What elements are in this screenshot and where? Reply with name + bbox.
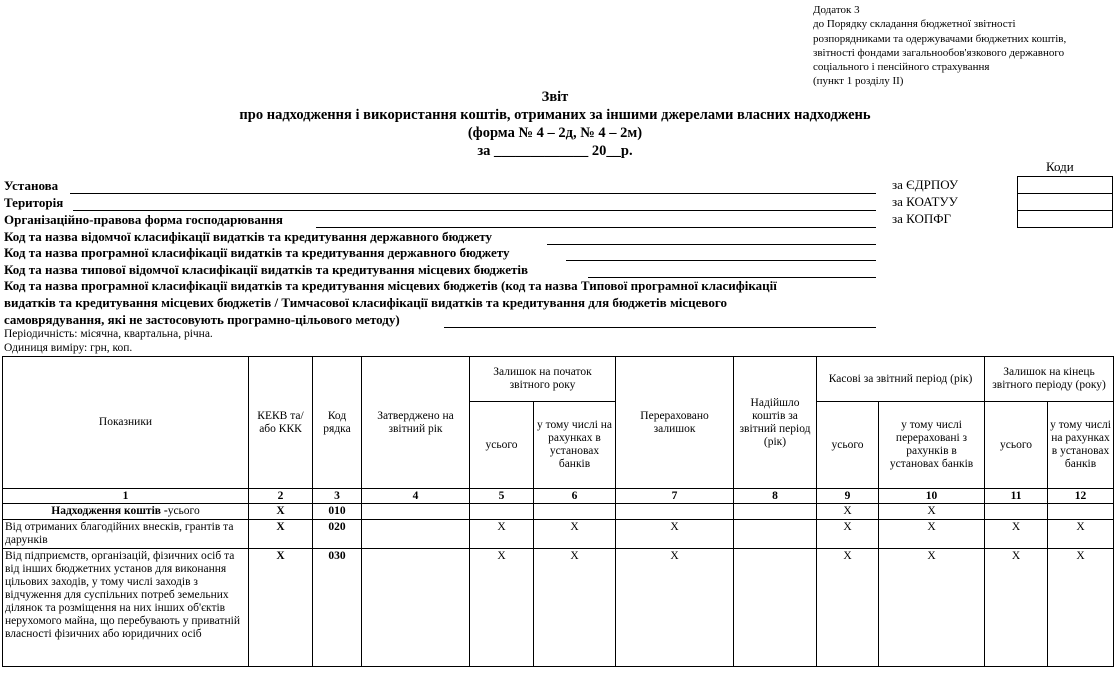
kopfg-code-field[interactable]: [1017, 210, 1113, 228]
table-cell: X: [534, 520, 616, 549]
col-number: 12: [1048, 489, 1114, 504]
annex-line: розпорядниками та одержувачами бюджетних коштів,: [813, 32, 1067, 45]
annex-line: до Порядку складання бюджетної звітності: [813, 18, 1016, 31]
header-transferred: Перераховано залишок: [616, 357, 734, 489]
header-cash-transferred: у тому числі перераховані з рахунків в установах банків: [879, 402, 985, 489]
col-number: 3: [313, 489, 362, 504]
col-number: 9: [817, 489, 879, 504]
table-cell[interactable]: [362, 520, 470, 549]
table-cell: X: [879, 504, 985, 520]
table-cell: X: [879, 549, 985, 667]
row-label-total: [3, 504, 249, 520]
table-cell: X: [1048, 549, 1114, 667]
institution-label: Установа: [4, 178, 59, 193]
row-label-total-main: Надходження коштів -: [51, 505, 168, 517]
periodicity-note: Періодичність: місячна, квартальна, річна.: [4, 328, 213, 340]
table-cell: X: [249, 520, 313, 549]
table-row: [3, 504, 1114, 520]
header-kekv: КЕКВ та/або ККК: [249, 357, 313, 489]
table-cell: X: [817, 504, 879, 520]
table-cell: X: [616, 520, 734, 549]
table-cell: X: [534, 549, 616, 667]
table-cell[interactable]: [734, 549, 817, 667]
annex-line: Додаток 3: [813, 4, 860, 16]
col-number: 2: [249, 489, 313, 504]
header-balance-start: Залишок на початок звітного року: [470, 357, 616, 402]
table-cell: X: [985, 520, 1048, 549]
local-program-label-line2: видатків та кредитування місцевих бюджетів / Тимчасової класифікації видатків та кредитування для бюджетів місцевого: [4, 295, 727, 310]
table-cell[interactable]: [470, 504, 534, 520]
annex-note: [813, 3, 1113, 89]
header-cash-total: усього: [817, 402, 879, 489]
table-row: [3, 520, 1114, 549]
header-balance-start-total: усього: [470, 402, 534, 489]
col-number: 8: [734, 489, 817, 504]
institution-input-line[interactable]: [70, 193, 876, 194]
table-cell: X: [249, 504, 313, 520]
table-cell: X: [1048, 520, 1114, 549]
legal-form-input-line[interactable]: [316, 227, 876, 228]
annex-line: соціального і пенсійного страхування: [813, 61, 990, 74]
edrpou-code-field[interactable]: [1017, 176, 1113, 194]
table-cell[interactable]: [362, 549, 470, 667]
table-cell: 010: [313, 504, 362, 520]
report-subtitle: про надходження і використання коштів, отриманих за іншими джерелами власних надходжень: [239, 107, 871, 123]
table-cell: 020: [313, 520, 362, 549]
local-program-label-line1: Код та назва програмної класифікації видатків та кредитування місцевих бюджетів (код та назва Типової програмної класифікації: [4, 278, 777, 293]
col-number: 11: [985, 489, 1048, 504]
header-balance-end: Залишок на кінець звітного періоду (року): [985, 357, 1114, 402]
local-program-input-line[interactable]: [444, 327, 876, 328]
header-approved: Затверджено на звітний рік: [362, 357, 470, 489]
table-cell: X: [249, 549, 313, 667]
table-cell: X: [879, 520, 985, 549]
unit-note: Одиниця виміру: грн, коп.: [4, 342, 133, 354]
col-number: 5: [470, 489, 534, 504]
col-number: 7: [616, 489, 734, 504]
table-cell: X: [470, 520, 534, 549]
row-label: Від отриманих благодійних внесків, грантів та дарунків: [3, 520, 249, 549]
report-title: Звіт: [541, 89, 569, 105]
col-number: 6: [534, 489, 616, 504]
code-label-edrpou: за ЄДРПОУ: [892, 177, 959, 192]
table-cell[interactable]: [1048, 504, 1114, 520]
table-cell: X: [985, 549, 1048, 667]
header-row-code: Код рядка: [313, 357, 362, 489]
table-cell: X: [470, 549, 534, 667]
territory-label: Територія: [4, 195, 64, 210]
header-balance-end-total: усього: [985, 402, 1048, 489]
table-row: [3, 549, 1114, 667]
table-cell: 030: [313, 549, 362, 667]
table-cell[interactable]: [362, 504, 470, 520]
program-class-input-line[interactable]: [566, 260, 876, 261]
col-number: 1: [3, 489, 249, 504]
row-label-total-suffix: усього: [167, 505, 200, 517]
table-cell[interactable]: [534, 504, 616, 520]
territory-input-line[interactable]: [73, 210, 876, 211]
program-class-label: Код та назва програмної класифікації видатків та кредитування державного бюджету: [4, 245, 510, 260]
koatuu-code-field[interactable]: [1017, 193, 1113, 211]
col-number: 10: [879, 489, 985, 504]
table-cell[interactable]: [985, 504, 1048, 520]
header-balance-end-banks: у тому числі на рахунках в установах банків: [1048, 402, 1114, 489]
table-cell: X: [817, 549, 879, 667]
row-label: Від підприємств, організацій, фізичних осіб та від інших бюджетних установ для виконання цільових заходів, у тому числі заходів з відчуження для суспільних потреб земельних ділянок та розміщення на них інших об'єктів нерухомого майна, що перебувають у приватній власності фізичних або юридичних осіб: [3, 549, 249, 667]
codes-header: Коди: [1046, 159, 1074, 174]
report-form-numbers: (форма № 4 – 2д, № 4 – 2м): [467, 125, 643, 141]
col-number: 4: [362, 489, 470, 504]
legal-form-label: Організаційно-правова форма господарювання: [4, 212, 283, 227]
header-received: Надійшло коштів за звітний період (рік): [734, 357, 817, 489]
annex-line: звітності фондами загальнообов'язкового державного: [813, 46, 1065, 59]
header-indicators: Показники: [3, 357, 249, 489]
annex-line: (пункт 1 розділу ІІ): [813, 75, 904, 88]
code-label-kopfg: за КОПФГ: [892, 211, 952, 226]
table-cell: X: [817, 520, 879, 549]
table-cell[interactable]: [734, 504, 817, 520]
report-table: [2, 356, 1114, 667]
typical-dept-class-label: Код та назва типової відомчої класифікації видатків та кредитування місцевих бюджетів: [4, 262, 529, 277]
table-cell: X: [616, 549, 734, 667]
header-balance-start-banks: у тому числі на рахунках в установах банків: [534, 402, 616, 489]
header-cash: Касові за звітний період (рік): [817, 357, 985, 402]
table-cell[interactable]: [616, 504, 734, 520]
dept-class-input-line[interactable]: [547, 244, 876, 245]
dept-class-label: Код та назва відомчої класифікації видатків та кредитування державного бюджету: [4, 229, 492, 244]
report-period[interactable]: за _____________ 20__р.: [477, 143, 633, 159]
table-cell[interactable]: [734, 520, 817, 549]
code-label-koatuu: за КОАТУУ: [892, 194, 958, 209]
local-program-label-line3: самоврядування, які не застосовують програмно-цільового методу): [4, 312, 400, 327]
